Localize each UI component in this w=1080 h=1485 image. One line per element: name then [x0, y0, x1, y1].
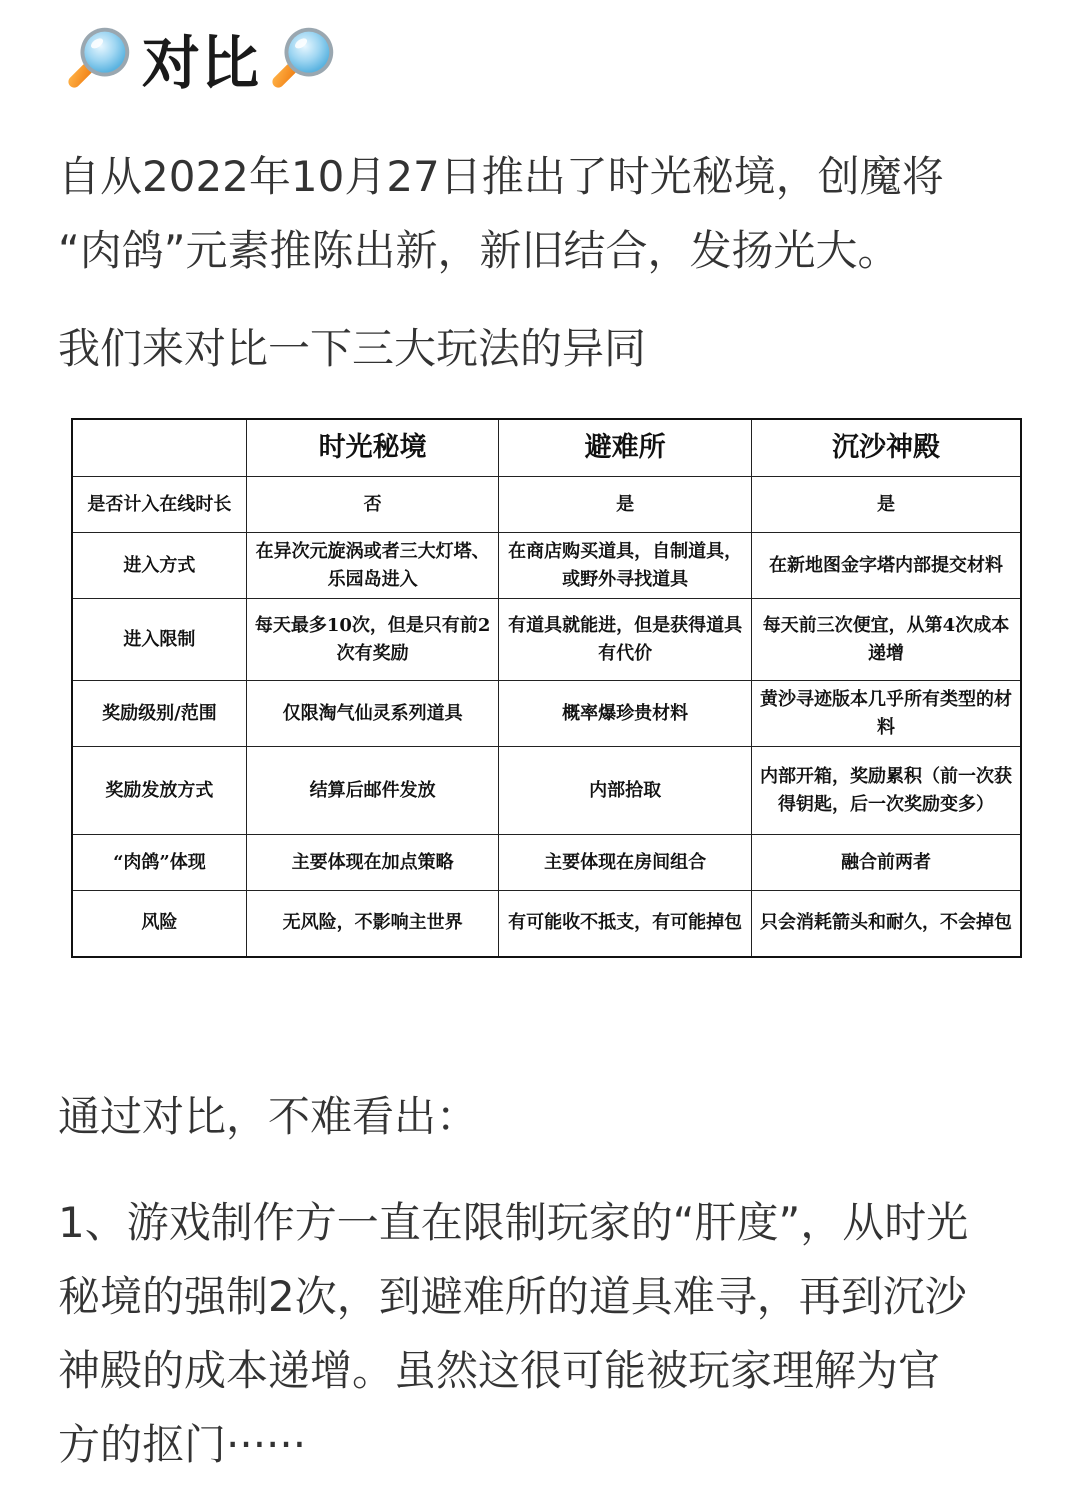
conclusion-paragraph	[58, 1186, 968, 1482]
table-cell: 有道具就能进，但是获得道具有代价	[499, 599, 752, 681]
table-header-cell: 避难所	[499, 419, 752, 477]
table-cell: 内部拾取	[499, 747, 752, 835]
table-cell: 每天最多10次，但是只有前2次有奖励	[246, 599, 499, 681]
table-header-cell: 时光秘境	[246, 419, 499, 477]
table-header-row	[72, 419, 1021, 477]
table-row	[72, 835, 1021, 891]
table-cell: 内部开箱，奖励累积（前一次获得钥匙，后一次奖励变多）	[751, 747, 1021, 835]
conclusion-line: 1、游戏制作方一直在限制玩家的“肝度”，从时光	[58, 1198, 969, 1247]
intro-line: 自从2022年10月27日推出了时光秘境，创魔将	[58, 152, 944, 201]
magnifier-icon	[264, 19, 342, 97]
table-cell: “肉鸽”体现	[72, 835, 246, 891]
table-row	[72, 747, 1021, 835]
intro-line: “肉鸽”元素推陈出新，新旧结合，发扬光大。	[58, 226, 900, 275]
table-cell: 黄沙寻迹版本几乎所有类型的材料	[751, 681, 1021, 747]
table-row	[72, 533, 1021, 599]
conclusion-line: 方的抠门······	[58, 1420, 307, 1469]
table-cell: 无风险，不影响主世界	[246, 891, 499, 957]
table-cell: 每天前三次便宜，从第4次成本递增	[751, 599, 1021, 681]
table-row	[72, 891, 1021, 957]
table-cell: 在异次元旋涡或者三大灯塔、乐园岛进入	[246, 533, 499, 599]
table-cell: 主要体现在房间组合	[499, 835, 752, 891]
table-cell: 奖励发放方式	[72, 747, 246, 835]
table-cell: 是	[499, 477, 752, 533]
table-cell: 风险	[72, 891, 246, 957]
table-cell: 只会消耗箭头和耐久，不会掉包	[751, 891, 1021, 957]
table-cell: 主要体现在加点策略	[246, 835, 499, 891]
table-cell: 仅限淘气仙灵系列道具	[246, 681, 499, 747]
table-cell: 奖励级别/范围	[72, 681, 246, 747]
table-row	[72, 599, 1021, 681]
table-cell: 是否计入在线时长	[72, 477, 246, 533]
table-cell: 结算后邮件发放	[246, 747, 499, 835]
conclusion-line: 秘境的强制2次，到避难所的道具难寻，再到沉沙	[58, 1272, 967, 1321]
table-cell: 有可能收不抵支，有可能掉包	[499, 891, 752, 957]
table-cell: 进入限制	[72, 599, 246, 681]
conclusion-line: 神殿的成本递增。虽然这很可能被玩家理解为官	[58, 1346, 941, 1395]
lead-paragraph: 我们来对比一下三大玩法的异同	[58, 324, 647, 373]
title-row	[60, 18, 342, 98]
comparison-table	[71, 418, 1022, 958]
intro-paragraph	[58, 140, 944, 288]
table-cell: 在商店购买道具，自制道具，或野外寻找道具	[499, 533, 752, 599]
table-cell: 在新地图金字塔内部提交材料	[751, 533, 1021, 599]
table-cell: 概率爆珍贵材料	[499, 681, 752, 747]
magnifier-icon	[60, 19, 138, 97]
table-row	[72, 681, 1021, 747]
table-header-cell	[72, 419, 246, 477]
table-row	[72, 477, 1021, 533]
table-cell: 融合前两者	[751, 835, 1021, 891]
table-cell: 进入方式	[72, 533, 246, 599]
table-cell: 否	[246, 477, 499, 533]
table-cell: 是	[751, 477, 1021, 533]
conclusion-heading: 通过对比，不难看出：	[58, 1092, 479, 1141]
page-title: 对比	[142, 29, 261, 97]
table-header-cell: 沉沙神殿	[751, 419, 1021, 477]
